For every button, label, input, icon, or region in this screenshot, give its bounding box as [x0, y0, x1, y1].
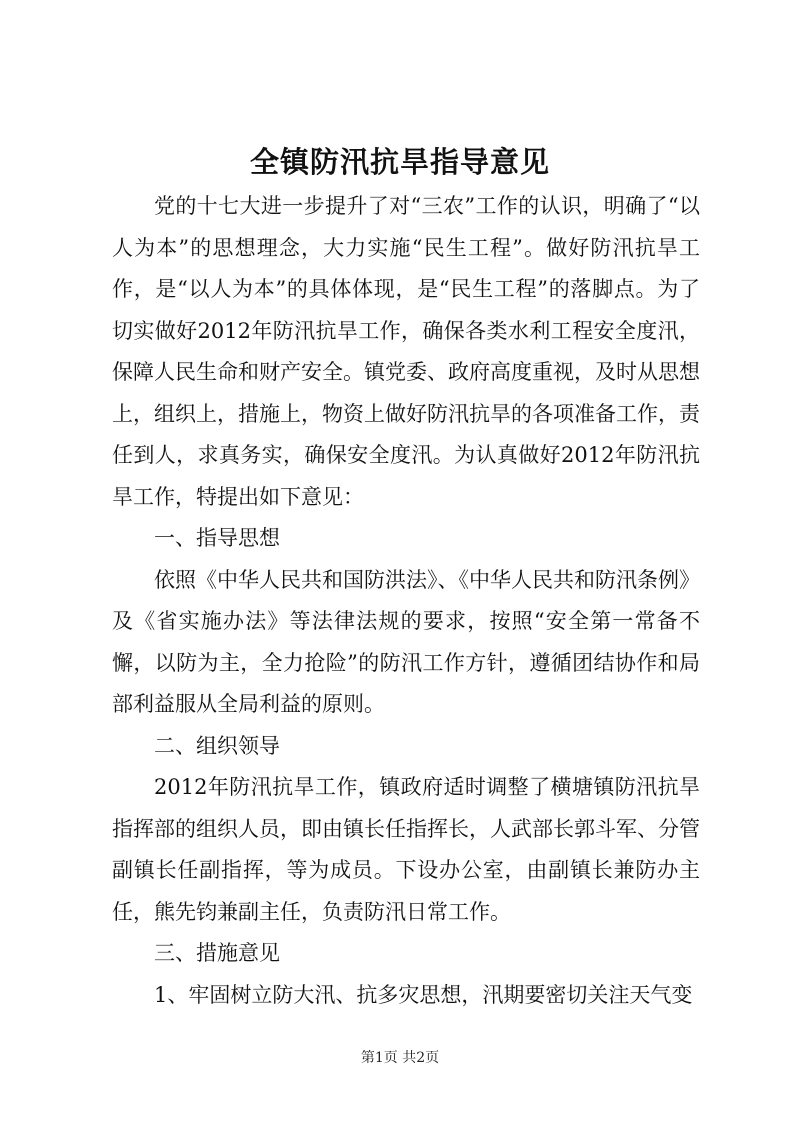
document-title: 全镇防汛抗旱指导意见: [249, 145, 550, 179]
measures-paragraph: 1、牢固树立防大汛、抗多灾思想，汛期要密切关注天气变: [154, 982, 693, 1007]
section-heading-measures: 三、措施意见: [154, 941, 280, 965]
section-heading-organization: 二、组织领导: [154, 733, 280, 758]
document-body: [112, 186, 700, 1016]
section-heading-guiding-ideology: 一、指导思想: [154, 526, 280, 550]
page-number-footer: 第1页 共2页: [360, 1050, 440, 1066]
guiding-ideology-paragraph: 依照《中华人民共和国防洪法》、《中华人民共和防汛条例》及《省实施办法》等法律法规的要求，按照“安全第一常备不懈，以防为主，全力抢险”的防汛工作方针，遵循团结协作和局部利益服从全局利益的原则。: [112, 567, 700, 716]
organization-paragraph: 2012年防汛抗旱工作，镇政府适时调整了横塘镇防汛抗旱指挥部的组织人员，即由镇长任指挥长，人武部长郭斗军、分管副镇长任副指挥，等为成员。下设办公室，由副镇长兼防办主任，熊先钧兼副主任，负责防汛日常工作。: [112, 775, 700, 924]
intro-paragraph: 党的十七大进一步提升了对“三农”工作的认识，明确了“以人为本”的思想理念，大力实施“民生工程”。做好防汛抗旱工作，是“以人为本”的具体体现，是“民生工程”的落脚点。为了切实做好2012年防汛抗旱工作，确保各类水利工程安全度汛，保障人民生命和财产安全。镇党委、政府高度重视，及时从思想上，组织上，措施上，物资上做好防汛抗旱的各项准备工作，责任到人，求真务实，确保安全度汛。为认真做好2012年防汛抗旱工作，特提出如下意见：: [112, 194, 700, 509]
